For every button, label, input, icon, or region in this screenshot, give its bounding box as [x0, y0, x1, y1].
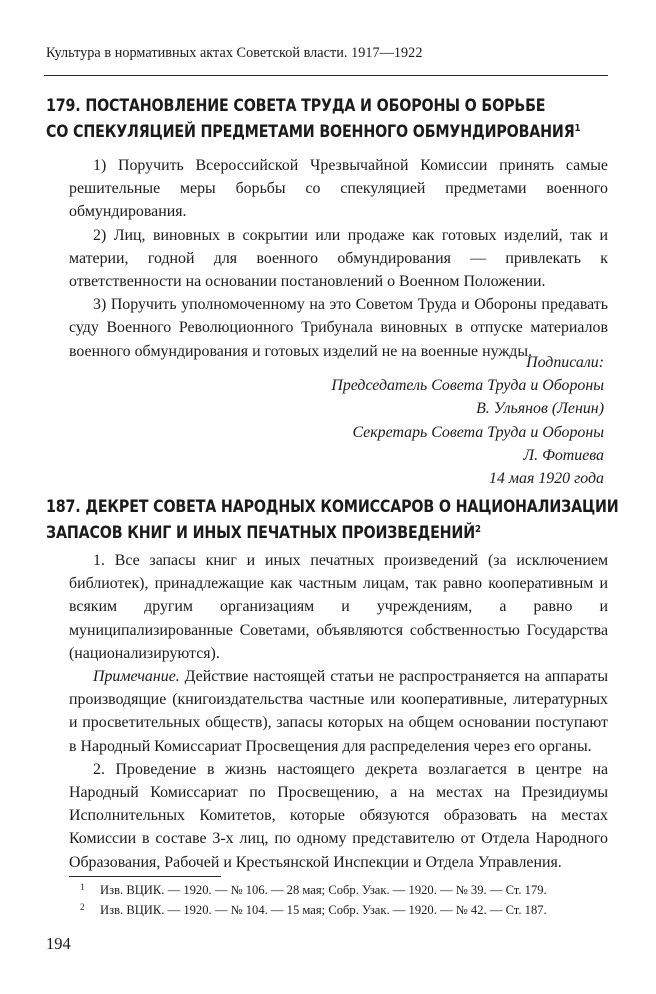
doc-187-title-line-1: 187. ДЕКРЕТ СОВЕТА НАРОДНЫХ КОМИССАРОВ О НАЦИОНАЛИЗАЦИИ [46, 497, 619, 516]
doc-179-title-line-1: 179. ПОСТАНОВЛЕНИЕ СОВЕТА ТРУДА И ОБОРОНЫ О БОРЬБЕ [46, 96, 546, 115]
doc-187-title [46, 494, 619, 549]
footnote-1-text: Изв. ВЦИК. — 1920. — № 106. — 28 мая; Собр. Узак. — 1920. — № 39. — Ст. 179. [100, 883, 547, 897]
doc-179-body [69, 154, 608, 363]
footnote-2-mark: 2 [80, 902, 85, 912]
footnote-divider [69, 876, 221, 877]
signed-label: Подписали: [526, 354, 604, 371]
footnote-1-mark: 1 [80, 882, 85, 892]
signature-date: 14 мая 1920 года [489, 470, 604, 488]
doc-187-body [69, 549, 608, 874]
secretary-name: Л. Фотиева [523, 446, 604, 464]
doc-179-title [46, 93, 581, 148]
header-divider [44, 75, 608, 76]
footnote-2 [80, 901, 600, 921]
footnote-ref-1: 1 [574, 123, 581, 134]
doc-187-title-line-2-text: ЗАПАСОВ КНИГ И ИНЫХ ПЕЧАТНЫХ ПРОИЗВЕДЕНИЙ [46, 523, 475, 542]
doc-187-article-2: 2. Проведение в жизнь настоящего декрета возлагается в центре на Народный Комиссариат по Просвещению, а на местах на Президиумы Исполнительных Комитетов, которые обязуются образовать на местах Комиссии в составе 3-х лиц, по одному представителю от Отдела Народного Образования, Рабочей и Крестьянской Инспекции и Отдела Управления. [69, 760, 608, 871]
doc-179-title-line-2 [46, 119, 581, 148]
secretary-title: Секретарь Совета Труда и Обороны [352, 423, 604, 441]
doc-179-title-line-2-text: СО СПЕКУЛЯЦИЕЙ ПРЕДМЕТАМИ ВОЕННОГО ОБМУНДИРОВАНИЯ [46, 122, 575, 141]
note-label: Примечание. [93, 668, 180, 686]
signature-block [184, 351, 604, 490]
doc-187-article-1: 1. Все запасы книг и иных печатных произведений (за исключением библиотек), принадлежащие как частным лицам, так равно кооперативным и всяким другим организациям и учреждениям, а равно и муниципализированные Советами, объявляются собственностью Государства (национализируются). [69, 552, 608, 662]
footnote-2-text: Изв. ВЦИК. — 1920. — № 104. — 15 мая; Собр. Узак. — 1920. — № 42. — Ст. 187. [100, 903, 547, 917]
doc-179-item-2: 2) Лиц, виновных в сокрытии или продаже как готовых изделий, так и материи, годной для военного обмундирования — привлекать к ответственности на основании постановлений о Военном Положении. [69, 226, 608, 291]
note-text: Действие настоящей статьи не распространяется на аппараты производящие (книгоиздательства частные или кооперативные, литературных и просветительных обществ), запасы которых на общем основании поступают в Народный Комиссариат Просвещения для распределения через его органы. [69, 668, 608, 755]
footnotes [80, 881, 600, 921]
doc-187-title-line-2 [46, 520, 534, 549]
doc-187-note [69, 665, 608, 758]
chair-title: Председатель Совета Труда и Обороны [331, 377, 604, 395]
doc-179-item-3: 3) Поручить уполномоченному на это Советом Труда и Обороны предавать суду Военного Революционного Трибунала виновных в отпуске материалов военного обмундирования и готовых изделий не на военные нужды. [69, 296, 608, 360]
doc-179-item-1: 1) Поручить Всероссийской Чрезвычайной Комиссии принять самые решительные меры борьбы со спекуляцией предметами военного обмундирования. [69, 157, 608, 221]
running-head: Культура в нормативных актах Советской власти. 1917—1922 [46, 45, 423, 61]
chair-name: В. Ульянов (Ленин) [476, 400, 604, 418]
footnote-1 [80, 881, 600, 901]
footnote-ref-2: 2 [474, 524, 481, 535]
page-number: 194 [46, 934, 71, 953]
